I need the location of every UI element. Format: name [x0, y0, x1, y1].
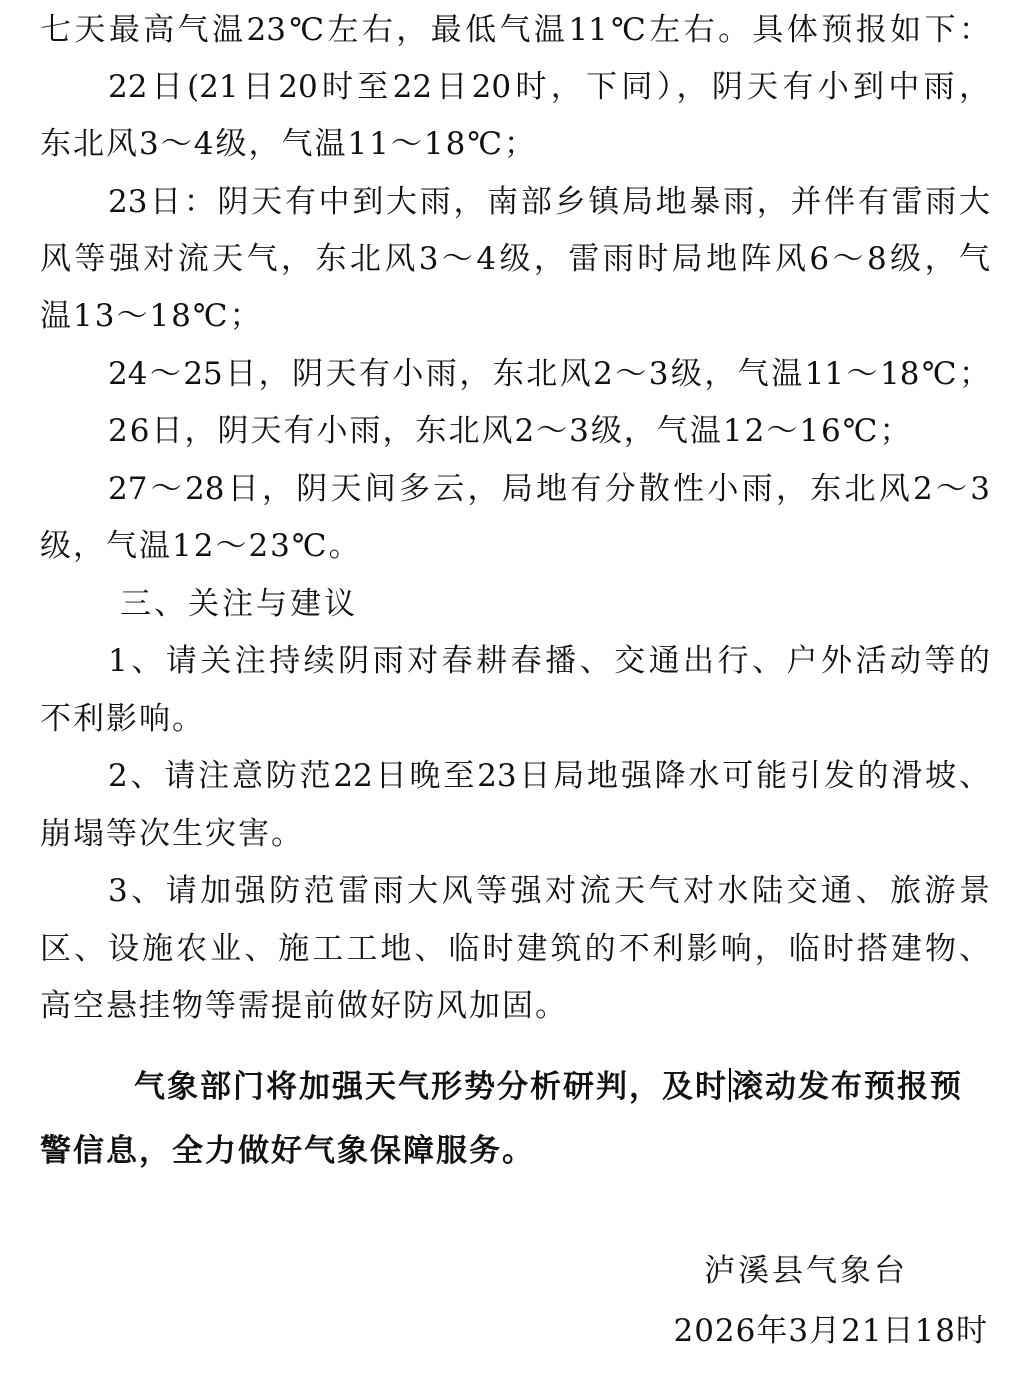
- advice-item2-line1: 2、请注意防范22日晚至23日局地强降水可能引发的滑坡、: [108, 758, 990, 794]
- forecast-day23-line3: 温13～18℃；: [40, 298, 263, 334]
- forecast-day22-line1: 22日(21日20时至22日20时，下同），阴天有小到中雨，: [108, 69, 990, 105]
- forecast-day27-28-line1: 27～28日，阴天间多云，局地有分散性小雨，东北风2～3: [108, 471, 990, 507]
- text-cursor: [729, 1068, 731, 1102]
- forecast-day27-28-line2: 级，气温12～23℃。: [40, 528, 362, 564]
- forecast-intro: 七天最高气温23℃左右，最低气温11℃左右。具体预报如下：: [40, 12, 990, 48]
- closing-paragraph-line2: 警信息，全力做好气象保障服务。: [40, 1133, 535, 1169]
- forecast-day26: 26日，阴天有小雨，东北风2～3级，气温12～16℃；: [108, 413, 913, 449]
- advice-heading: 三、关注与建议: [120, 586, 358, 622]
- forecast-day23-line1: 23日：阴天有中到大雨，南部乡镇局地暴雨，并伴有雷雨大: [108, 184, 990, 220]
- forecast-day22-line2: 东北风3～4级，气温11～18℃；: [40, 126, 538, 162]
- advice-item1-line1: 1、请关注持续阴雨对春耕春播、交通出行、户外活动等的: [108, 643, 990, 679]
- advice-item1-line2: 不利影响。: [40, 701, 205, 737]
- closing-paragraph-line1[interactable]: [134, 1067, 990, 1107]
- signature-organization: 泸溪县气象台: [704, 1253, 908, 1289]
- signature-datetime: 2026年3月21日18时: [673, 1313, 988, 1349]
- advice-item2-line2: 崩塌等次生灾害。: [40, 816, 304, 852]
- closing-text-before-cursor: 气象部门将加强天气形势分析研判，及时: [134, 1069, 728, 1105]
- advice-item3-line3: 高空悬挂物等需提前做好防风加固。: [40, 988, 568, 1024]
- advice-item3-line2: 区、设施农业、施工工地、临时建筑的不利影响，临时搭建物、: [40, 931, 990, 967]
- forecast-day24-25: 24～25日，阴天有小雨，东北风2～3级，气温11～18℃；: [108, 356, 990, 392]
- forecast-day23-line2: 风等强对流天气，东北风3～4级，雷雨时局地阵风6～8级，气: [40, 241, 990, 277]
- closing-text-after-cursor: 滚动发布预报预: [732, 1069, 963, 1105]
- advice-item3-line1: 3、请加强防范雷雨大风等强对流天气对水陆交通、旅游景: [108, 873, 990, 909]
